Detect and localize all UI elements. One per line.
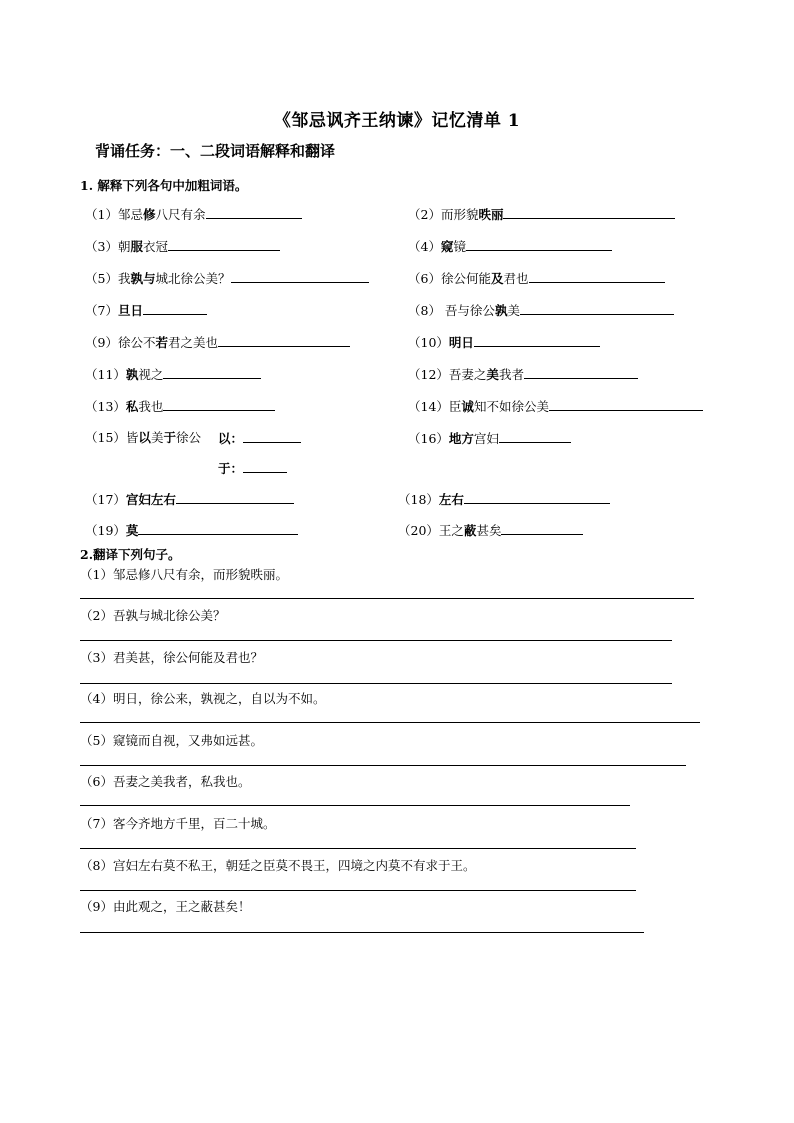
vocab-item: （13）私我也: [85, 398, 275, 414]
vocab-item: （12）吾妻之美我者: [408, 366, 638, 382]
vocab-subitem: 以：: [218, 430, 301, 446]
section2-heading: 2.翻译下列句子。: [80, 547, 181, 562]
answer-blank[interactable]: [503, 206, 675, 219]
answer-blank[interactable]: [243, 460, 287, 473]
answer-line[interactable]: [80, 640, 672, 641]
answer-blank[interactable]: [138, 522, 298, 535]
answer-line[interactable]: [80, 765, 686, 766]
translation-sentence: （9）由此观之，王之蔽甚矣！: [80, 899, 251, 914]
vocab-item: （17）宫妇左右: [85, 491, 294, 507]
vocab-item: （18）左右: [398, 491, 610, 507]
answer-line[interactable]: [80, 890, 636, 891]
translation-sentence: （2）吾孰与城北徐公美？: [80, 608, 226, 623]
answer-line[interactable]: [80, 683, 672, 684]
translation-sentence: （3）君美甚，徐公何能及君也？: [80, 650, 263, 665]
vocab-item: （6）徐公何能及君也: [408, 270, 665, 286]
vocab-item: （5）我孰与城北徐公美？: [85, 270, 369, 286]
answer-blank[interactable]: [549, 398, 703, 411]
answer-blank[interactable]: [168, 238, 280, 251]
answer-blank[interactable]: [501, 522, 583, 535]
answer-line[interactable]: [80, 932, 644, 933]
answer-blank[interactable]: [474, 334, 600, 347]
vocab-item: （4）窥镜: [408, 238, 612, 254]
answer-blank[interactable]: [206, 206, 302, 219]
vocab-item: （19）莫: [85, 522, 298, 538]
vocab-item: （3）朝服衣冠: [85, 238, 280, 254]
answer-blank[interactable]: [464, 491, 610, 504]
answer-blank[interactable]: [231, 270, 369, 283]
answer-blank[interactable]: [524, 366, 638, 379]
vocab-item: （9）徐公不若君之美也: [85, 334, 350, 350]
answer-blank[interactable]: [163, 366, 261, 379]
task-subtitle: 背诵任务：一、二段词语解释和翻译: [95, 142, 336, 160]
vocab-item: （8） 吾与徐公孰美: [408, 302, 674, 318]
vocab-item: （2）而形貌昳丽: [408, 206, 675, 222]
answer-blank[interactable]: [466, 238, 612, 251]
translation-sentence: （4）明日，徐公来，孰视之，自以为不如。: [80, 691, 326, 706]
translation-sentence: （7）客今齐地方千里，百二十城。: [80, 816, 276, 831]
translation-sentence: （6）吾妻之美我者，私我也。: [80, 774, 251, 789]
vocab-item: （7）旦日: [85, 302, 207, 318]
section1-heading: 1. 解释下列各句中加粗词语。: [80, 178, 248, 193]
answer-blank[interactable]: [529, 270, 665, 283]
answer-blank[interactable]: [163, 398, 275, 411]
vocab-item: （10）明日: [408, 334, 600, 350]
vocab-item: （14）臣诚知不如徐公美: [408, 398, 703, 414]
answer-line[interactable]: [80, 722, 700, 723]
vocab-item: （16）地方宫妇: [408, 430, 571, 446]
page-title: 《邹忌讽齐王纳谏》记忆清单 1: [273, 111, 521, 131]
answer-blank[interactable]: [499, 430, 571, 443]
answer-blank[interactable]: [176, 491, 294, 504]
vocab-item: （20）王之蔽甚矣: [398, 522, 583, 538]
translation-sentence: （8）宫妇左右莫不私王，朝廷之臣莫不畏王，四境之内莫不有求于王。: [80, 858, 476, 873]
vocab-item: （15）皆以美于徐公: [85, 430, 201, 445]
answer-line[interactable]: [80, 848, 636, 849]
answer-blank[interactable]: [143, 302, 207, 315]
answer-line[interactable]: [80, 598, 694, 599]
answer-blank[interactable]: [520, 302, 674, 315]
vocab-subitem: 于：: [218, 460, 287, 476]
translation-sentence: （1）邹忌修八尺有余，而形貌昳丽。: [80, 567, 288, 582]
answer-line[interactable]: [80, 805, 630, 806]
answer-blank[interactable]: [218, 334, 350, 347]
vocab-item: （11）孰视之: [85, 366, 261, 382]
answer-blank[interactable]: [243, 430, 301, 443]
translation-sentence: （5）窥镜而自视，又弗如远甚。: [80, 733, 263, 748]
vocab-item: （1）邹忌修八尺有余: [85, 206, 302, 222]
